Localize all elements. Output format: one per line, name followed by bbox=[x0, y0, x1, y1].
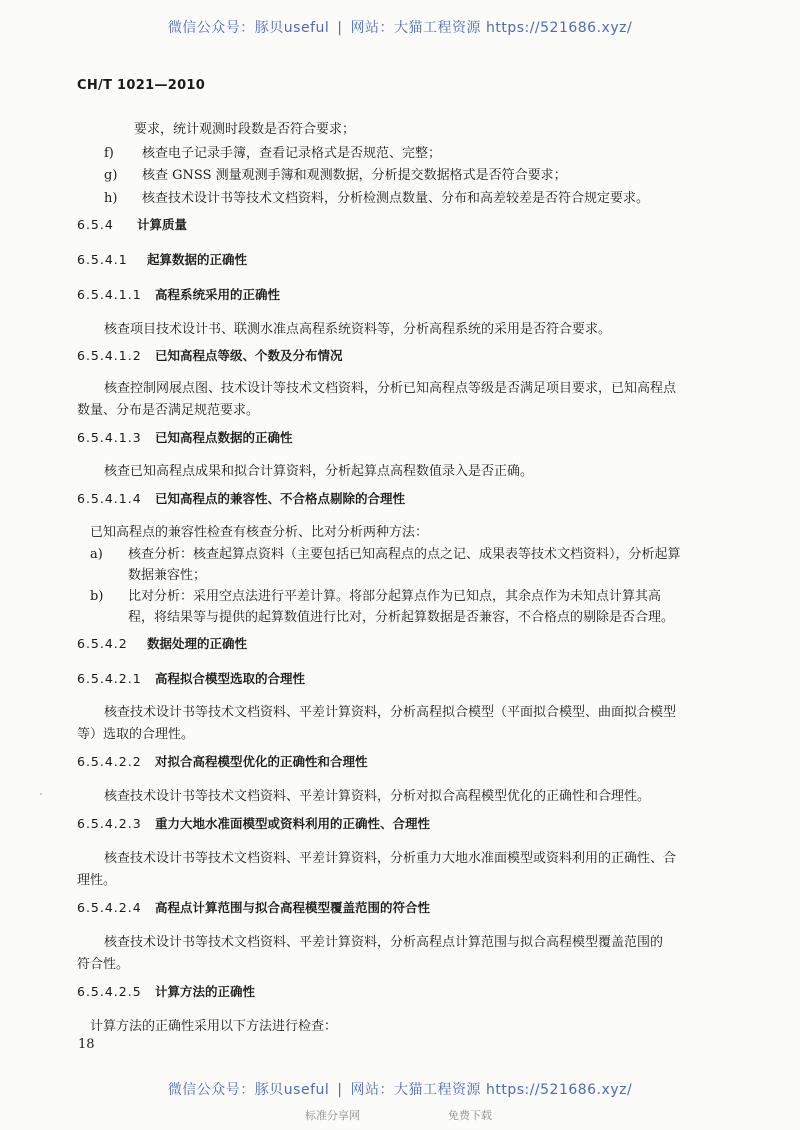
heading-title: 起算数据的正确性 bbox=[147, 252, 248, 267]
paragraph: 核查技术设计书等技术文档资料、平差计算资料，分析重力大地水准面模型或资料利用的正确性、合 bbox=[104, 851, 677, 866]
heading-title: 高程点计算范围与拟合高程模型覆盖范围的符合性 bbox=[155, 900, 431, 915]
item-text-b-continued: 程，将结果等与提供的起算数值进行比对，分析起算数据是否兼容，不合格点的剔除是否合理。 bbox=[128, 610, 675, 625]
heading-6-5-4 bbox=[77, 215, 187, 233]
list-item-f bbox=[104, 142, 441, 161]
footer-right-note: 免费下载 bbox=[448, 1109, 492, 1122]
watermark-top bbox=[0, 17, 800, 37]
item-text-b: 比对分析：采用空点法进行平差计算。将部分起算点作为已知点，其余点作为未知点计算其高 bbox=[128, 589, 662, 604]
heading-number: 6.5.4.1.1 bbox=[77, 287, 142, 302]
scan-speck bbox=[40, 793, 42, 795]
watermark-wechat: 微信公众号：豚贝useful bbox=[167, 1082, 330, 1098]
paragraph: 核查控制网展点图、技术设计等技术文档资料，分析已知高程点等级是否满足项目要求，已知高程点 bbox=[104, 381, 677, 396]
heading-title: 计算方法的正确性 bbox=[155, 984, 256, 999]
heading-title: 已知高程点的兼容性、不合格点剔除的合理性 bbox=[155, 491, 406, 506]
heading-6-5-4-2 bbox=[77, 634, 247, 652]
paragraph: 核查项目技术设计书、联测水准点高程系统资料等，分析高程系统的采用是否符合要求。 bbox=[104, 322, 612, 337]
heading-title: 重力大地水准面模型或资料利用的正确性、合理性 bbox=[155, 816, 431, 831]
heading-6-5-4-1-4 bbox=[77, 489, 405, 507]
item-label-b: b) bbox=[90, 589, 104, 604]
paragraph: 核查已知高程点成果和拟合计算资料，分析起算点高程数值录入是否正确。 bbox=[104, 464, 534, 479]
paragraph: 计算方法的正确性采用以下方法进行检查： bbox=[90, 1019, 338, 1034]
item-text-a: 核查分析：核查起算点资料（主要包括已知高程点的点之记、成果表等技术文档资料），分析起算 bbox=[128, 547, 681, 562]
watermark-website: 网站：大猫工程资源 https://521686.xyz/ bbox=[350, 20, 633, 36]
item-label-h: h) bbox=[104, 191, 118, 206]
continued-line: 要求，统计观测时段数是否符合要求； bbox=[134, 122, 356, 137]
item-label-g: g) bbox=[104, 168, 118, 183]
heading-title: 计算质量 bbox=[137, 217, 188, 232]
heading-number: 6.5.4.2.3 bbox=[77, 816, 142, 831]
watermark-website: 网站：大猫工程资源 https://521686.xyz/ bbox=[350, 1082, 633, 1098]
heading-number: 6.5.4.2.5 bbox=[77, 984, 142, 999]
list-item-h bbox=[104, 187, 649, 206]
heading-title: 高程拟合模型选取的合理性 bbox=[155, 671, 306, 686]
item-text-g: 核查 GNSS 测量观测手簿和观测数据，分析提交数据格式是否符合要求； bbox=[142, 168, 567, 183]
list-item-a bbox=[90, 543, 681, 562]
watermark-bottom bbox=[0, 1079, 800, 1099]
heading-number: 6.5.4 bbox=[77, 217, 114, 232]
item-label-f: f) bbox=[104, 146, 114, 161]
heading-number: 6.5.4.2.2 bbox=[77, 754, 142, 769]
paragraph: 已知高程点的兼容性检查有核查分析、比对分析两种方法： bbox=[90, 525, 429, 540]
heading-title: 对拟合高程模型优化的正确性和合理性 bbox=[155, 754, 368, 769]
heading-number: 6.5.4.2.1 bbox=[77, 671, 142, 686]
item-label-a: a) bbox=[90, 547, 103, 562]
heading-6-5-4-2-1 bbox=[77, 669, 305, 687]
heading-6-5-4-2-2 bbox=[77, 752, 368, 770]
watermark-wechat: 微信公众号：豚贝useful bbox=[167, 20, 330, 36]
heading-number: 6.5.4.2.4 bbox=[77, 900, 142, 915]
watermark-separator: | bbox=[337, 20, 343, 36]
paragraph: 核查技术设计书等技术文档资料、平差计算资料，分析高程点计算范围与拟合高程模型覆盖范围的 bbox=[104, 935, 664, 950]
heading-number: 6.5.4.2 bbox=[77, 636, 128, 651]
paragraph: 核查技术设计书等技术文档资料、平差计算资料，分析高程拟合模型（平面拟合模型、曲面拟合模型 bbox=[104, 705, 677, 720]
heading-6-5-4-1-3 bbox=[77, 428, 293, 446]
paragraph-continued: 理性。 bbox=[77, 873, 117, 888]
heading-title: 已知高程点等级、个数及分布情况 bbox=[155, 348, 343, 363]
item-text-a-continued: 数据兼容性； bbox=[128, 568, 207, 583]
heading-6-5-4-1 bbox=[77, 250, 247, 268]
list-item-b bbox=[90, 585, 661, 604]
heading-title: 已知高程点数据的正确性 bbox=[155, 430, 293, 445]
paragraph: 核查技术设计书等技术文档资料、平差计算资料，分析对拟合高程模型优化的正确性和合理性。 bbox=[104, 789, 651, 804]
heading-6-5-4-2-3 bbox=[77, 814, 430, 832]
item-text-f: 核查电子记录手簿，查看记录格式是否规范、完整； bbox=[142, 146, 442, 161]
paragraph-continued: 等）选取的合理性。 bbox=[77, 727, 195, 742]
heading-6-5-4-1-2 bbox=[77, 346, 343, 364]
paragraph-continued: 符合性。 bbox=[77, 957, 130, 972]
heading-number: 6.5.4.1.4 bbox=[77, 491, 142, 506]
standard-code: CH/T 1021—2010 bbox=[77, 78, 206, 93]
heading-title: 高程系统采用的正确性 bbox=[155, 287, 281, 302]
footer-left-note: 标准分享网 bbox=[305, 1109, 360, 1122]
heading-number: 6.5.4.1.3 bbox=[77, 430, 142, 445]
list-item-g bbox=[104, 164, 567, 183]
heading-6-5-4-2-5 bbox=[77, 982, 255, 1000]
heading-title: 数据处理的正确性 bbox=[147, 636, 248, 651]
heading-6-5-4-1-1 bbox=[77, 285, 280, 303]
watermark-separator: | bbox=[337, 1082, 343, 1098]
page-number: 18 bbox=[78, 1037, 95, 1052]
item-text-h: 核查技术设计书等技术文档资料，分析检测点数量、分布和高差较差是否符合规定要求。 bbox=[142, 191, 650, 206]
paragraph-continued: 数量、分布是否满足规范要求。 bbox=[77, 403, 260, 418]
heading-6-5-4-2-4 bbox=[77, 898, 430, 916]
heading-number: 6.5.4.1 bbox=[77, 252, 128, 267]
heading-number: 6.5.4.1.2 bbox=[77, 348, 142, 363]
